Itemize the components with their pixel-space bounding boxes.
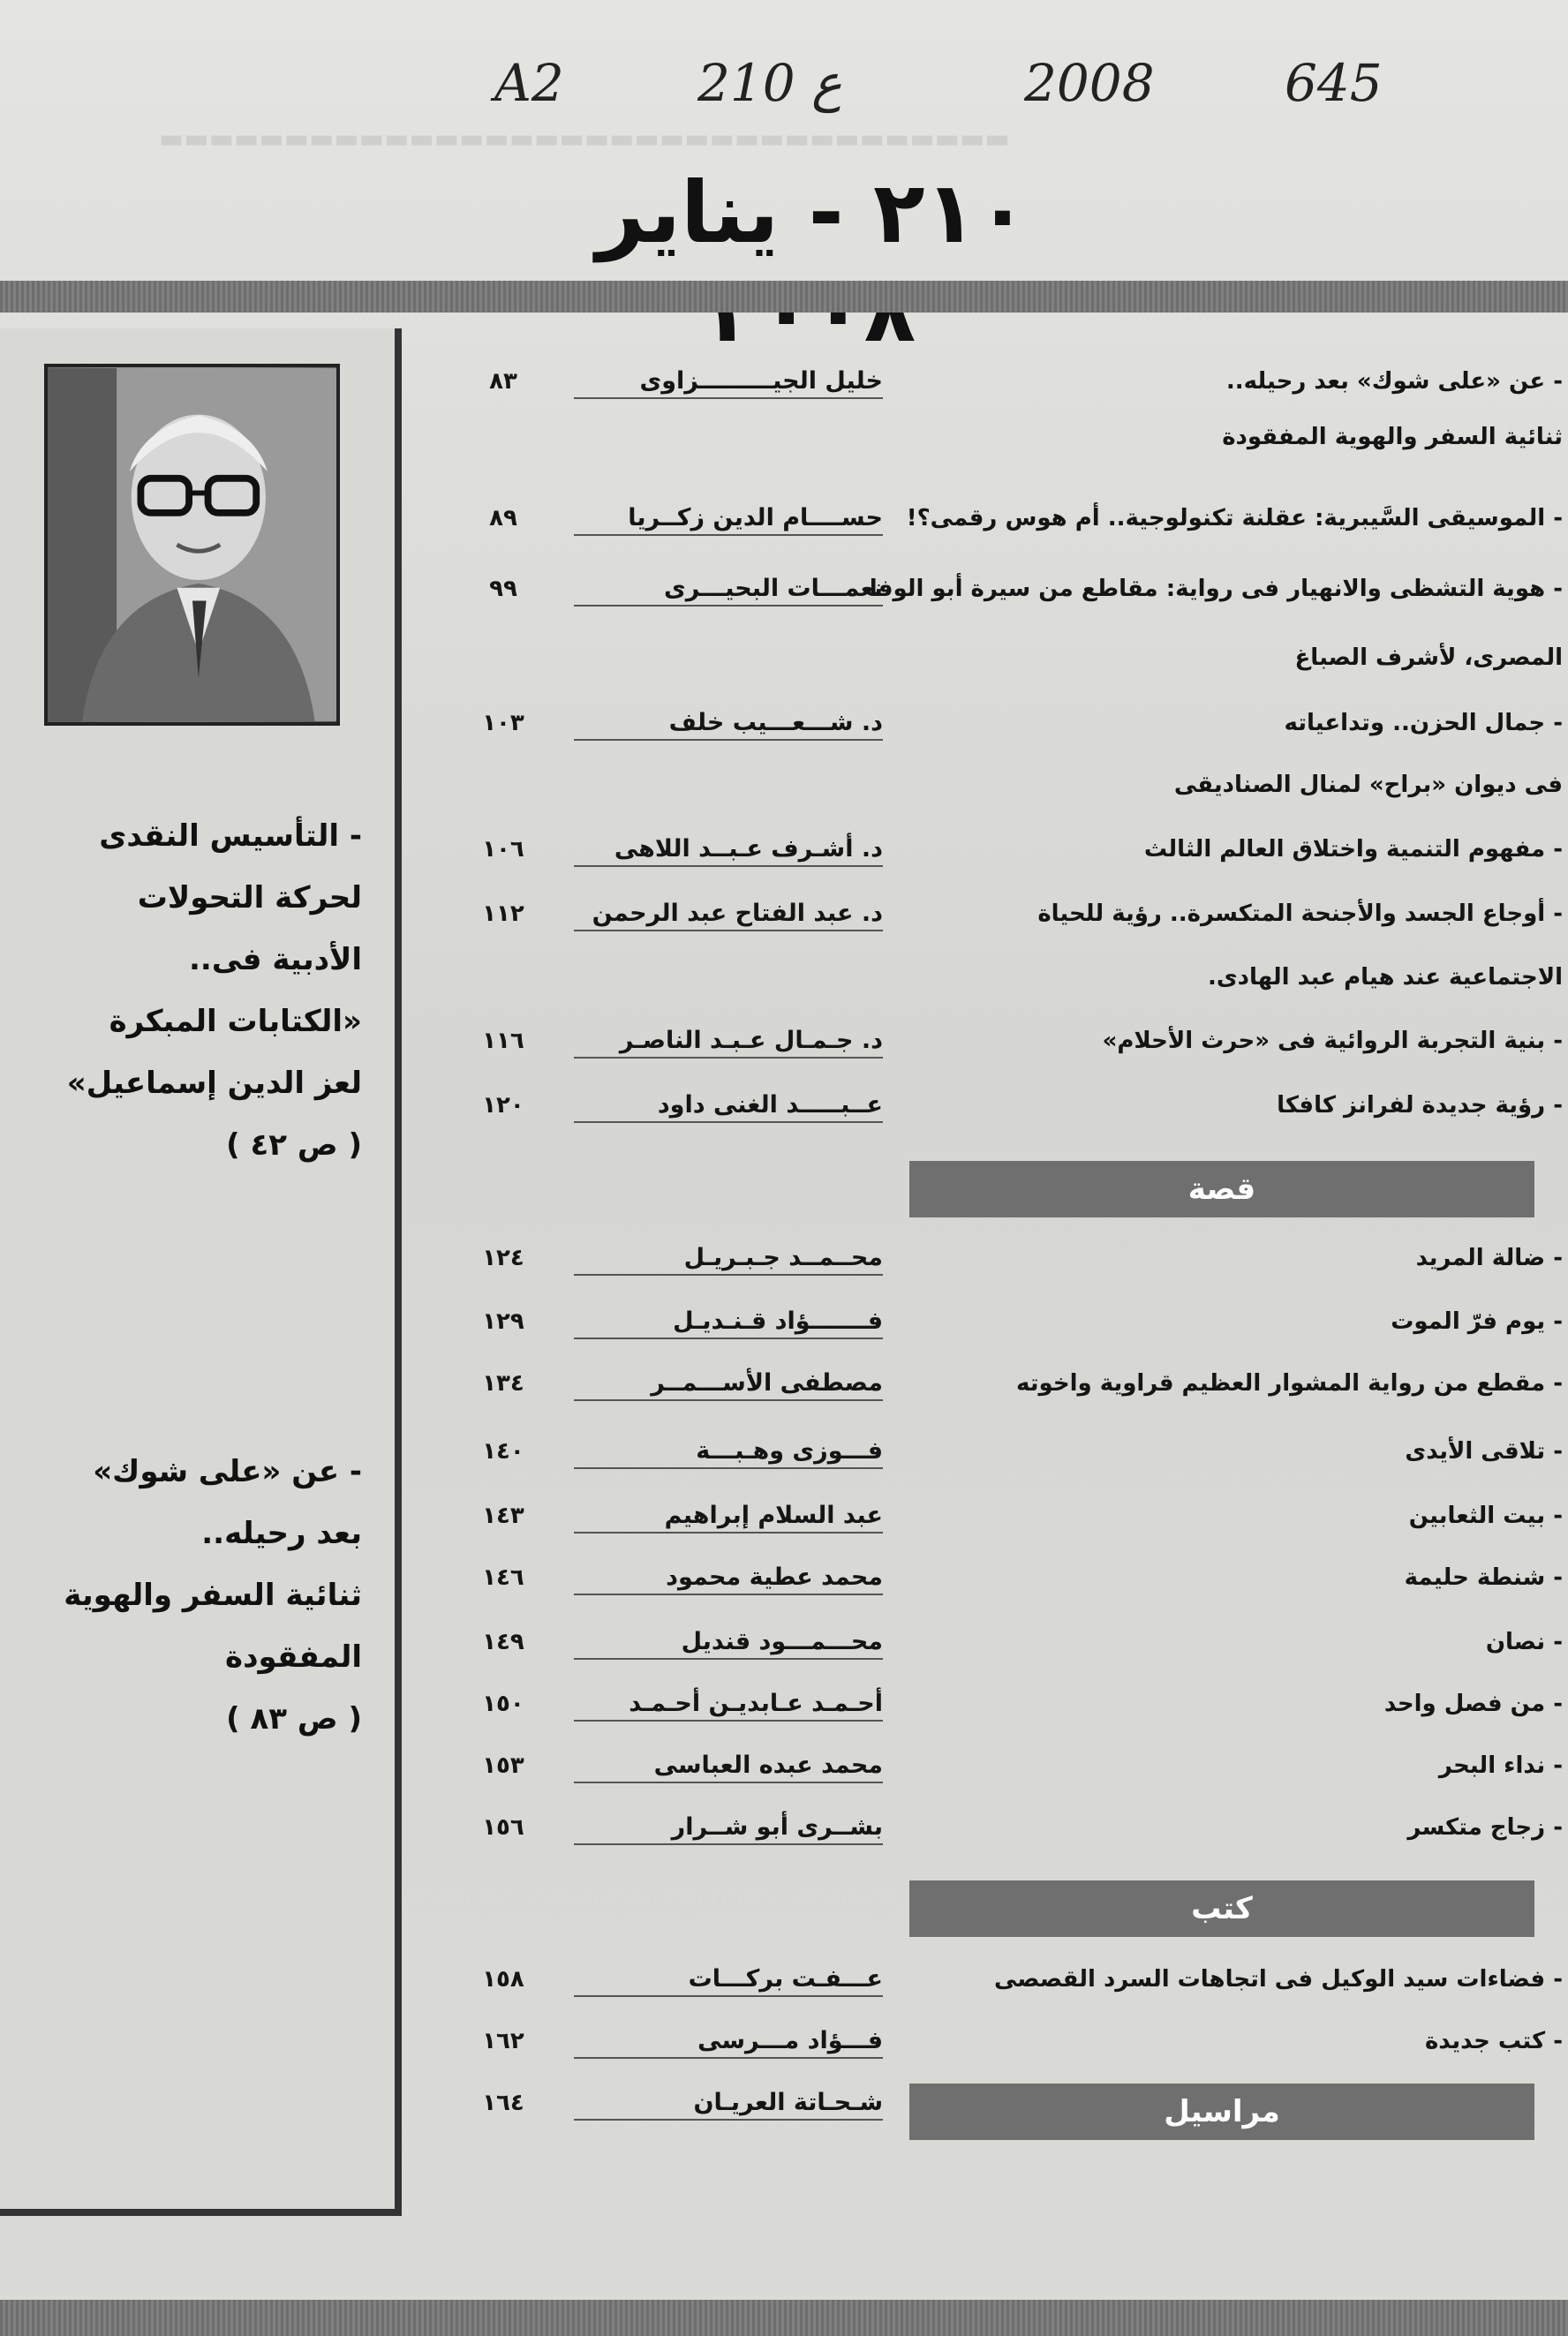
toc-entry[interactable] [415, 1086, 1563, 1139]
top-divider [0, 281, 1568, 313]
toc-title: - هوية التشظى والانهيار فى رواية: مقاطع من سيرة أبو الوفا [869, 576, 1563, 602]
promo-block-ali-shawk [35, 1441, 362, 1750]
toc-entry[interactable] [415, 1746, 1563, 1799]
toc-leader [574, 865, 883, 867]
toc-page: ١١٢ [482, 900, 524, 927]
toc-title: - بنية التجربة الروائية فى «حرث الأحلام» [1102, 1028, 1563, 1054]
promo-line: - عن «على شوك» [93, 1454, 362, 1489]
toc-page: ١٦٢ [482, 2028, 524, 2054]
toc-title: - فضاءات سيد الوكيل فى اتجاهات السرد القصصى [993, 1966, 1563, 1993]
toc-entry[interactable] [415, 1558, 1563, 1611]
handwritten-issue: 210 ع [697, 53, 842, 113]
promo-line: - التأسيس النقدى [99, 818, 362, 854]
toc-entry[interactable] [415, 638, 1563, 691]
toc-title: - من فصل واحد [1383, 1691, 1563, 1717]
toc-author: عـــفـت بركـــات [688, 1965, 883, 1993]
toc-entry[interactable] [415, 1684, 1563, 1737]
toc-author: فـــوزى وهـبـــة [696, 1437, 883, 1465]
table-of-contents [415, 340, 1563, 2203]
section-header-books: كتب [909, 1880, 1534, 1937]
promo-line: المفقودة [225, 1639, 362, 1675]
toc-leader [574, 2057, 883, 2059]
promo-line: «الكتابات المبكرة [109, 1004, 362, 1039]
toc-leader [574, 1782, 883, 1783]
toc-page: ١٤٦ [482, 1564, 524, 1591]
toc-page: ١٥٠ [482, 1691, 524, 1717]
toc-leader [574, 1720, 883, 1722]
promo-line: لعز الدين إسماعيل» [66, 1066, 362, 1101]
toc-leader [574, 1399, 883, 1401]
promo-page-ref: ( ص ٨٣ ) [226, 1701, 362, 1737]
toc-title: - تلاقى الأيدى [1405, 1438, 1563, 1465]
toc-title: - نصان [1485, 1629, 1563, 1655]
toc-page: ١٣٤ [482, 1370, 524, 1397]
toc-author: فـــؤاد مـــرسى [697, 2027, 883, 2054]
toc-leader [574, 1274, 883, 1276]
toc-page: ١٢٩ [482, 1308, 524, 1335]
bottom-divider [0, 2300, 1568, 2336]
toc-entry[interactable] [415, 1960, 1563, 2013]
toc-title: - مقطع من رواية المشوار العظيم قراوية واخوته [1016, 1370, 1563, 1397]
toc-title: - نداء البحر [1438, 1752, 1563, 1779]
handwritten-archive-note [459, 53, 1430, 124]
toc-title: ثنائية السفر والهوية المفقودة [1222, 424, 1563, 450]
toc-author: د. عبد الفتاح عبد الرحمن [592, 900, 883, 927]
toc-entry[interactable] [415, 704, 1563, 757]
toc-entry[interactable] [415, 569, 1563, 622]
toc-entry[interactable] [415, 1364, 1563, 1417]
toc-page: ١٥٣ [482, 1752, 524, 1779]
toc-leader [574, 1532, 883, 1533]
portrait-image [48, 367, 336, 722]
handwritten-year: 2008 [1024, 53, 1155, 113]
handwritten-number: 645 [1285, 53, 1383, 113]
toc-author: نعمـــات البحيـــرى [664, 575, 883, 602]
toc-entry[interactable] [415, 499, 1563, 552]
toc-author: د. أشـرف عـبــد اللاهى [614, 835, 883, 863]
toc-title: - أوجاع الجسد والأجنحة المتكسرة.. رؤية للحياة [1037, 900, 1563, 927]
toc-page: ٨٩ [489, 505, 517, 531]
toc-entry[interactable] [415, 1021, 1563, 1074]
toc-leader [574, 930, 883, 931]
promo-line: بعد رحيله.. [201, 1516, 362, 1551]
promo-line: ثنائية السفر والهوية [64, 1578, 362, 1613]
toc-author: د. جـمـال عـبـد الناصـر [619, 1027, 883, 1054]
toc-page: ١٢٠ [482, 1092, 524, 1119]
toc-leader [574, 397, 883, 399]
toc-entry[interactable] [415, 418, 1563, 471]
toc-entry[interactable] [415, 1496, 1563, 1549]
toc-title: - بيت الثعابين [1408, 1503, 1563, 1529]
toc-title: الاجتماعية عند هيام عبد الهادى. [1207, 964, 1563, 991]
toc-leader [574, 739, 883, 741]
toc-leader [574, 1658, 883, 1660]
section-header-letters: مراسيل [909, 2084, 1534, 2140]
toc-entry[interactable] [415, 1432, 1563, 1485]
toc-title: - الموسيقى السَّيبرية: عقلنة تكنولوجية.. أم هوس رقمى؟! [906, 505, 1563, 531]
toc-entry[interactable] [415, 2084, 1563, 2136]
toc-author: د. شـــعـــيب خلف [668, 709, 883, 736]
toc-page: ١٠٦ [482, 836, 524, 863]
toc-title: - شنطة حليمة [1404, 1564, 1563, 1591]
toc-title: - ضالة المريد [1415, 1245, 1563, 1271]
toc-entry[interactable] [415, 894, 1563, 947]
toc-leader [574, 1467, 883, 1469]
toc-entry[interactable] [415, 1302, 1563, 1355]
toc-author: مصطفى الأســـمــر [651, 1369, 883, 1397]
toc-leader [574, 1843, 883, 1845]
toc-author: محمد عطية محمود [666, 1564, 883, 1591]
toc-author: محــمــد جـبـريـل [683, 1244, 883, 1271]
promo-page-ref: ( ص ٤٢ ) [226, 1127, 362, 1163]
toc-author: عــبـــــد الغنى داود [657, 1091, 883, 1119]
toc-title: - رؤية جديدة لفرانز كافكا [1277, 1092, 1563, 1119]
toc-page: ١٤٩ [482, 1629, 524, 1655]
toc-entry[interactable] [415, 765, 1563, 818]
section-header-story: قصة [909, 1161, 1534, 1217]
toc-leader [574, 1338, 883, 1339]
toc-page: ١١٦ [482, 1028, 524, 1054]
toc-title: - زجاج متكسر [1407, 1814, 1563, 1841]
toc-entry[interactable] [415, 2022, 1563, 2075]
toc-page: ١٥٦ [482, 1814, 524, 1841]
toc-author: شـحـاتة العريـان [693, 2089, 883, 2116]
toc-entry[interactable] [415, 1808, 1563, 1861]
toc-page: ١٤٠ [482, 1438, 524, 1465]
toc-entry[interactable] [415, 958, 1563, 1011]
toc-leader [574, 1121, 883, 1123]
toc-page: ١٥٨ [482, 1966, 524, 1993]
toc-title: المصرى، لأشرف الصباغ [1294, 644, 1563, 671]
toc-title: فى ديوان «براح» لمنال الصناديقى [1173, 772, 1563, 798]
toc-title: - جمال الحزن.. وتداعياته [1284, 710, 1563, 736]
toc-page: ١٢٤ [482, 1245, 524, 1271]
toc-page: ١٦٤ [482, 2090, 524, 2116]
toc-page: ١٠٣ [482, 710, 524, 736]
toc-entry[interactable] [415, 1239, 1563, 1292]
promo-line: لحركة التحولات [137, 880, 362, 916]
toc-author: خليل الجيـــــــــزاوى [639, 367, 883, 395]
toc-leader [574, 1057, 883, 1059]
toc-author: حســــام الدين زكــريا [628, 504, 883, 531]
toc-entry[interactable] [415, 830, 1563, 883]
promo-block-criticism [35, 805, 362, 1176]
toc-leader [574, 1995, 883, 1997]
issue-title: ٢١٠ - يناير [596, 163, 1029, 262]
toc-author: عبد السلام إبراهيم [664, 1502, 883, 1529]
toc-author: محمد عبده العباسى [653, 1752, 883, 1779]
toc-leader [574, 534, 883, 536]
toc-title: - عن «على شوك» بعد رحيله.. [1225, 368, 1563, 395]
handwritten-code: A2 [494, 53, 564, 113]
toc-page: ١٤٣ [482, 1503, 524, 1529]
toc-page: ٩٩ [489, 576, 517, 602]
promo-line: الأدبية فى.. [188, 942, 362, 977]
sidebar-panel [0, 328, 402, 2216]
toc-leader [574, 1594, 883, 1595]
toc-title: - كتب جديدة [1424, 2028, 1563, 2054]
toc-entry[interactable] [415, 1623, 1563, 1676]
toc-author: بشــرى أبو شــرار [671, 1813, 883, 1841]
bleed-through-texture: ▬▬▬▬▬▬▬▬▬▬▬▬▬▬▬▬▬▬▬▬▬▬▬▬▬▬▬▬▬▬▬▬▬▬ [159, 124, 1010, 154]
toc-author: أحـمـد عـابديـن أحـمـد [629, 1690, 883, 1717]
toc-page: ٨٣ [489, 368, 517, 395]
toc-entry[interactable] [415, 362, 1563, 415]
toc-leader [574, 2119, 883, 2121]
toc-title: - مفهوم التنمية واختلاق العالم الثالث [1143, 836, 1563, 863]
author-photo [44, 364, 340, 726]
toc-author: محـــمـــود قنديل [681, 1628, 883, 1655]
toc-leader [574, 605, 883, 607]
toc-author: فـــــــؤاد قـنـديـل [673, 1307, 883, 1335]
toc-title: - يوم فرّ الموت [1391, 1308, 1563, 1335]
